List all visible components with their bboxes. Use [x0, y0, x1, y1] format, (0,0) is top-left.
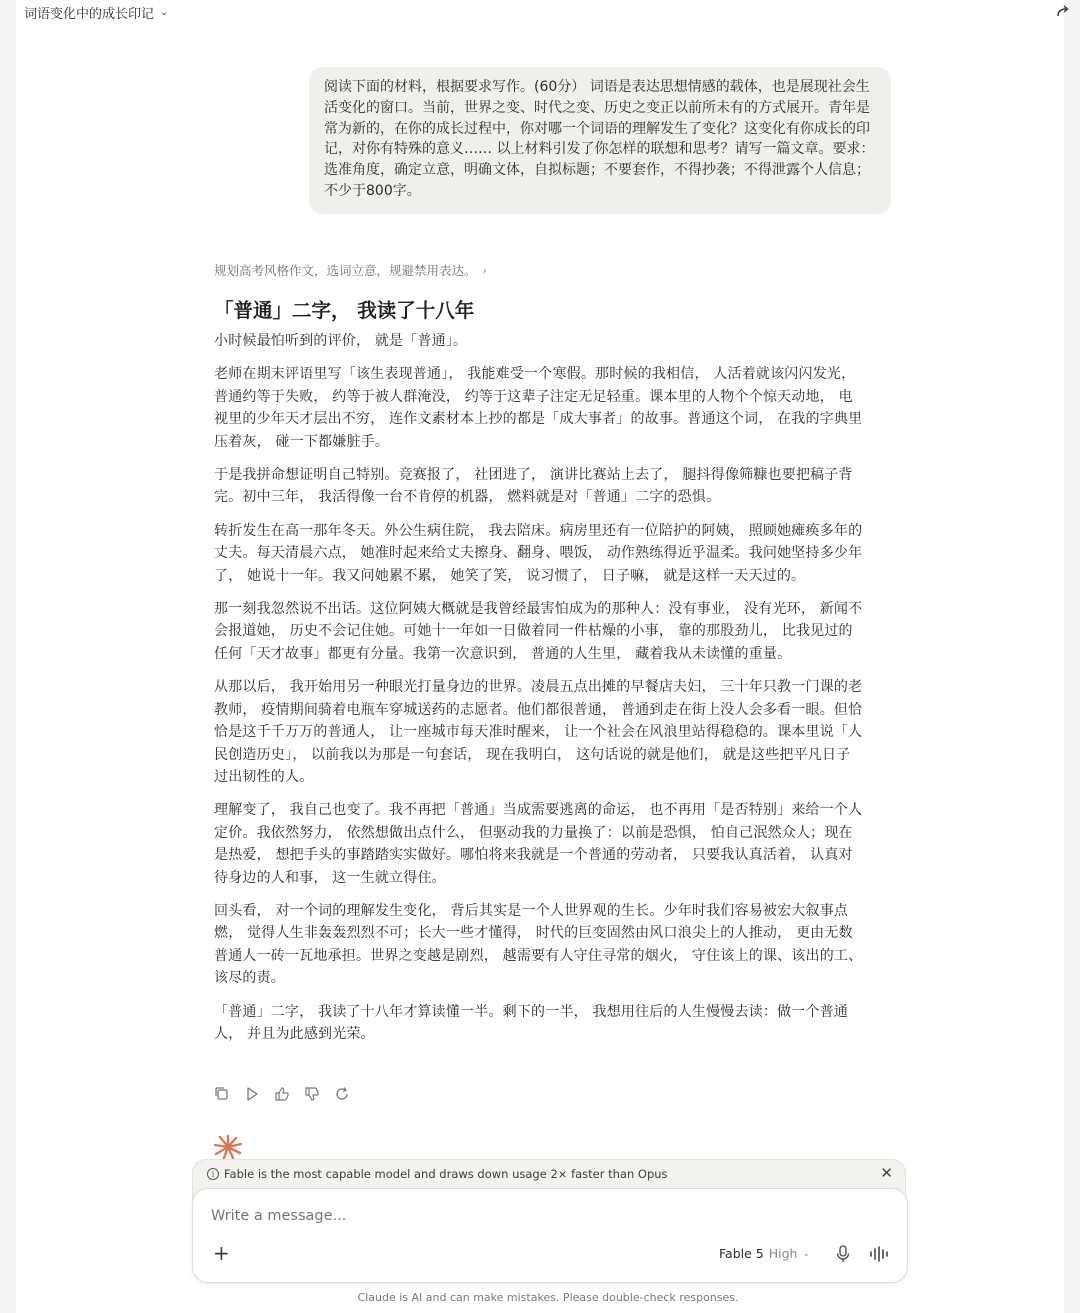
essay-paragraph: 从那以后， 我开始用另一种眼光打量身边的世界。凌晨五点出摊的早餐店夫妇， 三十年只教一门课的老教师， 疫情期间骑着电瓶车穿城送药的志愿者。他们都很普通， 普通到走在街上没人会多看一眼。但恰恰是这千千万万的普通人， 让一座城市每天准时醒来， 让一个社会在风浪里站得稳稳的。课本里说「人民创造历史」， 以前我以为那是一句套话， 现在我明白， 这句话说的就是他们， 就是这些把平凡日子过出韧性的人。 — [214, 679, 863, 785]
message-composer — [192, 1188, 908, 1283]
essay-paragraph: 理解变了， 我自己也变了。我不再把「普通」当成需要逃离的命运， 也不再用「是否特别」来给一个人定价。我依然努力， 依然想做出点什么， 但驱动我的力量换了：以前是恐惧， 怕自己泯然众人；现在是热爱， 想把手头的事踏踏实实做好。哪怕将来我就是一个普通的劳动者， 只要我认真活着， 认真对待身边的人和事， 这一生就立得住。 — [214, 802, 863, 886]
claude-logo-icon — [212, 1134, 244, 1160]
thinking-summary-toggle[interactable] — [214, 261, 487, 279]
essay-paragraph: 于是我拼命想证明自己特别。竞赛报了， 社团进了， 演讲比赛站上去了， 腿抖得像筛糠也要把稿子背完。初中三年， 我活得像一台不肯停的机器， 燃料就是对「普通」二字的恐惧。 — [214, 467, 853, 506]
model-selector[interactable] — [719, 1246, 810, 1261]
right-gutter — [1064, 0, 1080, 1313]
share-icon[interactable] — [1054, 2, 1072, 20]
assistant-response — [214, 296, 864, 1056]
thumbs-down-icon[interactable] — [303, 1085, 321, 1103]
thumbs-up-icon[interactable] — [273, 1085, 291, 1103]
essay-paragraph: 小时候最怕听到的评价， 就是「普通」。 — [214, 333, 468, 349]
message-input[interactable] — [211, 1208, 811, 1224]
essay-paragraph: 老师在期末评语里写「该生表现普通」， 我能难受一个寒假。那时候的我相信， 人活着就该闪闪发光， 普通约等于失败， 约等于被人群淹没， 约等于这辈子注定无足轻重。课本里的人物个个惊天动地， 电视里的少年天才层出不穷， 连作文素材本上抄的都是「成大事者」的故事。普通这个词， 在我的字典里压着灰， 碰一下都嫌脏手。 — [214, 366, 863, 450]
essay-paragraph: 转折发生在高一那年冬天。外公生病住院， 我去陪床。病房里还有一位陪护的阿姨， 照顾她瘫痪多年的丈夫。每天清晨六点， 她准时起来给丈夫擦身、翻身、喂饭， 动作熟练得近乎温柔。我问她坚持多少年了， 她说十一年。我又问她累不累， 她笑了笑， 说习惯了， 日子嘛， 就是这样一天天过的。 — [214, 522, 863, 584]
voice-mode-icon[interactable] — [869, 1246, 891, 1262]
thinking-summary: 规划高考风格作文，选词立意，规避禁用表达。 — [214, 263, 477, 278]
essay-paragraph: 回头看， 对一个词的理解发生变化， 背后其实是一个人世界观的生长。少年时我们容易被宏大叙事点燃， 觉得人生非轰轰烈烈不可；长大一些才懂得， 时代的巨变固然由风口浪尖上的人推动， 更由无数普通人一砖一瓦地承担。世界之变越是剧烈， 越需要有人守住寻常的烟火， 守住该上的课、该出的工、该尽的责。 — [214, 902, 863, 987]
chevron-down-icon: ⌄ — [802, 1248, 811, 1259]
effort-level: High — [768, 1246, 798, 1261]
chevron-down-icon: ⌄ — [160, 7, 169, 18]
close-icon[interactable]: ✕ — [880, 1164, 893, 1182]
message-actions — [213, 1085, 351, 1103]
play-icon[interactable] — [243, 1085, 261, 1103]
chat-title: 词语变化中的成长印记 — [24, 7, 155, 22]
microphone-icon[interactable] — [835, 1245, 851, 1263]
top-bar — [0, 0, 1080, 26]
model-name: Fable 5 — [719, 1246, 764, 1261]
copy-icon[interactable] — [213, 1085, 231, 1103]
left-gutter — [0, 0, 16, 1313]
info-icon: i — [207, 1168, 219, 1180]
essay-paragraph: 「普通」二字， 我读了十八年才算读懂一半。剩下的一半， 我想用往后的人生慢慢去读：做一个普通人， 并且为此感到光荣。 — [214, 1003, 849, 1042]
add-attachment-button[interactable]: + — [213, 1241, 230, 1265]
retry-icon[interactable] — [333, 1085, 351, 1103]
essay-paragraph: 那一刻我忽然说不出话。这位阿姨大概就是我曾经最害怕成为的那种人：没有事业， 没有光环， 新闻不会报道她， 历史不会记住她。可她十一年如一日做着同一件枯燥的小事， 靠的那股劲儿， 比我见过的任何「天才故事」都更有分量。我第一次意识到， 普通的人生里， 藏着我从未读懂的重量。 — [214, 601, 863, 662]
notice-text: Fable is the most capable model and draws down usage 2× faster than Opus — [224, 1167, 668, 1181]
disclaimer: Claude is AI and can make mistakes. Please double-check responses. — [357, 1291, 739, 1304]
user-message: 阅读下面的材料，根据要求写作。(60分） 词语是表达思想情感的载体，也是展现社会生活变化的窗口。当前，世界之变、时代之变、历史之变正以前所未有的方式展开。青年是常为新的，在你的成长过程中，你对哪一个词语的理解发生了变化？这变化有你成长的印记，对你有特殊的意义…… 以上材料引发了你怎样的联想和思考？请写一篇文章。要求：选准角度，确定立意，明确文体，自拟标题；不要套作，不得抄袭；不得泄露个人信息；不少于800字。 — [309, 67, 891, 214]
chevron-right-icon: › — [482, 263, 487, 277]
chat-title-menu[interactable] — [24, 3, 168, 22]
essay-title: 「普通」二字， 我读了十八年 — [214, 299, 475, 322]
